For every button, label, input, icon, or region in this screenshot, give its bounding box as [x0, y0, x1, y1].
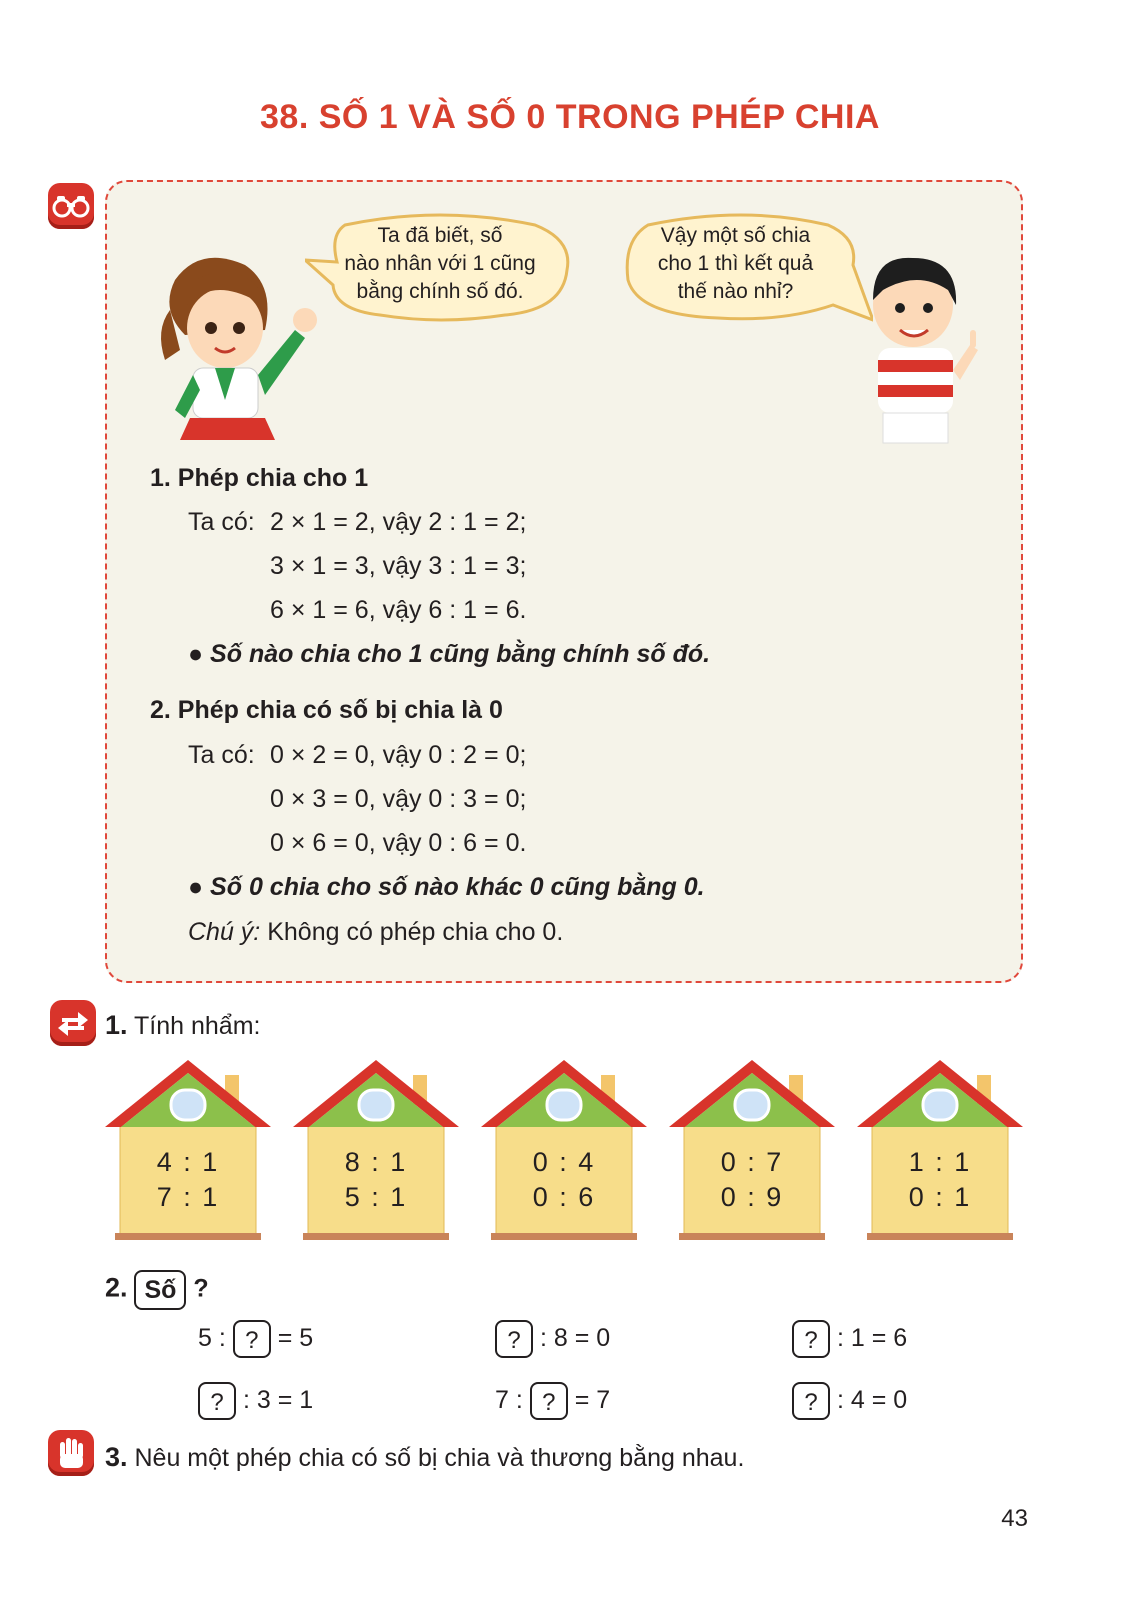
apply-badge	[48, 1430, 94, 1476]
binoculars-icon	[52, 193, 90, 219]
house-4-bottom: 0 : 9	[720, 1182, 784, 1212]
girl-bubble-line-3: bằng chính số đó.	[356, 280, 524, 303]
equation-3-post: : 1 = 6	[836, 1324, 908, 1352]
equation-6-post: : 4 = 0	[836, 1386, 908, 1414]
section-1-title: 1. Phép chia cho 1	[150, 464, 369, 492]
house-1	[105, 1055, 271, 1240]
house-2-bottom: 5 : 1	[344, 1182, 408, 1212]
equation-2-post: : 8 = 0	[539, 1324, 611, 1352]
so-box: Số	[134, 1270, 186, 1310]
answer-box[interactable]: ?	[792, 1320, 830, 1358]
section-2-line-1: 0 × 2 = 0, vậy 0 : 2 = 0;	[270, 741, 527, 769]
boy-bubble-line-2: cho 1 thì kết quả	[657, 252, 814, 275]
house-5	[857, 1055, 1023, 1240]
bullet-icon: ●	[188, 873, 211, 901]
section-2-line-2: 0 × 3 = 0, vậy 0 : 3 = 0;	[270, 785, 527, 813]
exercise-1-heading	[105, 1010, 260, 1041]
house-4	[669, 1055, 835, 1240]
equation-1	[198, 1318, 313, 1358]
bullet-icon: ●	[188, 640, 211, 668]
hand-icon	[56, 1436, 86, 1470]
girl-illustration	[145, 250, 330, 445]
section-1-intro: Ta có:	[188, 508, 255, 536]
house-4-top: 0 : 7	[720, 1147, 784, 1177]
equation-2	[495, 1318, 610, 1358]
answer-box[interactable]: ?	[495, 1320, 533, 1358]
house-3-bottom: 0 : 6	[532, 1182, 596, 1212]
boy-bubble-line-3: thế nào nhỉ?	[677, 280, 794, 303]
house-1-bottom: 7 : 1	[156, 1182, 220, 1212]
girl-bubble-line-1: Ta đã biết, số	[377, 224, 503, 247]
equation-6	[792, 1380, 907, 1420]
equation-1-pre: 5 :	[198, 1324, 226, 1352]
equation-5	[495, 1380, 610, 1420]
girl-speech-bubble	[305, 210, 575, 325]
house-2	[293, 1055, 459, 1240]
equation-5-pre: 7 :	[495, 1386, 523, 1414]
house-5-bottom: 0 : 1	[908, 1182, 972, 1212]
arrows-icon	[56, 1008, 90, 1038]
question-mark: ?	[193, 1274, 209, 1303]
exercise-1-number: 1.	[105, 1010, 128, 1040]
section-2-line-3: 0 × 6 = 0, vậy 0 : 6 = 0.	[270, 829, 527, 857]
section-2-title: 2. Phép chia có số bị chia là 0	[150, 696, 503, 724]
girl-bubble-line-2: nào nhân với 1 cũng	[344, 252, 536, 275]
explore-badge	[48, 183, 94, 229]
answer-box[interactable]: ?	[792, 1382, 830, 1420]
equation-5-post: = 7	[574, 1386, 611, 1414]
boy-speech-bubble	[618, 210, 873, 325]
exercise-3	[105, 1442, 744, 1473]
boy-illustration	[858, 250, 988, 450]
section-1-rule	[188, 640, 710, 669]
exercise-1-label: Tính nhẩm:	[134, 1012, 261, 1040]
house-5-top: 1 : 1	[908, 1147, 972, 1177]
section-1-rule-text: Số nào chia cho 1 cũng bằng chính số đó.	[210, 640, 711, 668]
section-2-rule-text: Số 0 chia cho số nào khác 0 cũng bằng 0.	[210, 873, 705, 901]
section-2-rule	[188, 873, 705, 902]
lesson-title: 38. SỐ 1 VÀ SỐ 0 TRONG PHÉP CHIA	[260, 98, 880, 136]
equation-4-post: : 3 = 1	[242, 1386, 314, 1414]
practice-badge	[50, 1000, 96, 1046]
house-1-top: 4 : 1	[156, 1147, 220, 1177]
exercise-2-heading	[105, 1270, 209, 1310]
note-text: Không có phép chia cho 0.	[267, 918, 564, 946]
exercise-3-text: Nêu một phép chia có số bị chia và thương bằng nhau.	[134, 1444, 745, 1472]
equation-4	[198, 1380, 313, 1420]
answer-box[interactable]: ?	[530, 1382, 568, 1420]
section-1-line-1: 2 × 1 = 2, vậy 2 : 1 = 2;	[270, 508, 527, 536]
equation-1-post: = 5	[277, 1324, 314, 1352]
answer-box[interactable]: ?	[233, 1320, 271, 1358]
house-2-top: 8 : 1	[344, 1147, 408, 1177]
exercise-3-number: 3.	[105, 1442, 128, 1472]
houses-row	[100, 1055, 1030, 1255]
page-number: 43	[1001, 1505, 1028, 1532]
house-3-top: 0 : 4	[532, 1147, 596, 1177]
equation-3	[792, 1318, 907, 1358]
section-2-intro: Ta có:	[188, 741, 255, 769]
section-1-line-3: 6 × 1 = 6, vậy 6 : 1 = 6.	[270, 596, 527, 624]
section-1-line-2: 3 × 1 = 3, vậy 3 : 1 = 3;	[270, 552, 527, 580]
section-2-note	[188, 918, 563, 947]
exercise-2-number: 2.	[105, 1272, 128, 1303]
answer-box[interactable]: ?	[198, 1382, 236, 1420]
boy-bubble-line-1: Vậy một số chia	[660, 224, 811, 247]
house-3	[481, 1055, 647, 1240]
note-label: Chú ý:	[188, 918, 261, 946]
